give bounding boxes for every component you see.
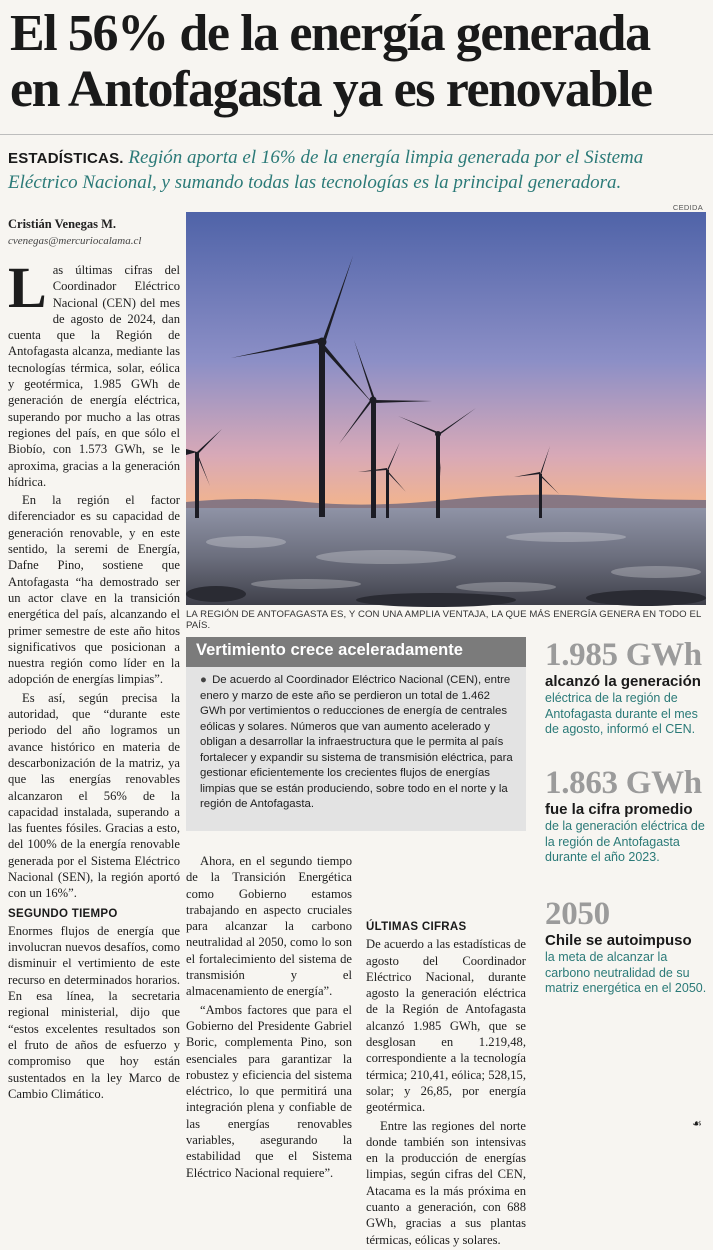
paragraph-8: Entre las regiones del norte donde también son intensivas en la producción de energías limpias, según cifras del CEN, Atacama es la más próxima en cuanto a generación, con 688 GWh, gracias a sus plantas térmicas, eólicas y solares. <box>366 1118 526 1247</box>
subhead-ultimas-cifras: ÚLTIMAS CIFRAS <box>366 921 467 933</box>
wind-farm-photo <box>186 212 706 605</box>
dropcap: L <box>8 255 47 320</box>
headline: El 56% de la energía generada en Antofagasta ya es renovable <box>10 5 652 118</box>
box-title: Vertimiento crece aceleradamente <box>186 637 526 667</box>
article-column-1 <box>8 255 180 1104</box>
box-body <box>186 667 526 813</box>
stat-label: fue la cifra promedio <box>545 801 693 818</box>
article-column-2 <box>186 853 352 1183</box>
box-text: De acuerdo al Coordinador Eléctrico Nacional (CEN), entre enero y marzo de este año se perdieron un total de 1.462 GWh por vertimientos o reducciones de energía de centrales eólicas y solares. Números que van aumento acelerado y obligan a desarrollar la infraestructura que le permita al país fortalecer y expandir su sistema de transmisión eléctrica, para gestionar eficientemente los crecientes flujos de energías limpias que se están produciendo, sobre todo en el norte y la región de Antofagasta. <box>200 674 513 810</box>
stat-3 <box>545 896 710 997</box>
stat-2 <box>545 765 710 866</box>
paragraph-1: Las últimas cifras del Coordinador Eléctrico Nacional (CEN) del mes de agosto de 2024, dan cuenta que la Región de Antofagasta alcanza, mediante las tecnologías térmica, solar, eólica y geotérmica, 1.985 GWh de generación de energía eléctrica, superando por mucho a las otras regiones del país, en que sólo el Biobío, con 1.573 GWh, se le aproxima, gracias a la generación hídrica. <box>8 255 180 489</box>
sidebar-box <box>186 637 526 831</box>
stat-number: 1.985 GWh <box>545 637 702 673</box>
byline-author: Cristián Venegas M. <box>8 217 116 231</box>
stat-number: 1.863 GWh <box>545 765 702 801</box>
paragraph-7: De acuerdo a las estadísticas de agosto del Coordinador Eléctrico Nacional, durante agosto la generación eléctrica de la Región de Antofagasta alcanzó 1.985 GWh, que se desglosan en 1.219,48, correspondiente a la tecnología térmica; 210,41, eólica; 528,15, solar; y 26,85, por energía geotérmica. <box>366 937 526 1115</box>
stat-1 <box>545 637 710 738</box>
divider <box>0 134 713 135</box>
paragraph-3: Es así, según precisa la autoridad, que “durante este periodo del año logramos un avance histórico en materia de descarbonización de la matriz, ya que las energías renovables alcanzaron el 56% de la capacidad instalada, superando a las fuentes fósiles. Gracias a esto, del 100% de la energía renovable generada por el Sistema Eléctrico Nacional (SEN), la región aportó con un 16%”. <box>8 690 180 901</box>
paragraph-4: Enormes flujos de energía que involucran nuevos desafíos, como disminuir el vertimiento de este recurso en determinados horarios. En esa línea, la secretaria regional ministerial, dijo que “estos excelentes resultados son el fruto de años de esfuerzo y compromiso que hoy están sustentados en la ley Marco de Cambio Climático. <box>8 923 180 1101</box>
stat-number: 2050 <box>545 896 610 932</box>
byline-email[interactable]: cvenegas@mercuriocalama.cl <box>8 235 142 247</box>
stat-description: eléctrica de la región de Antofagasta durante el mes de agosto, informó el CEN. <box>545 691 698 736</box>
stat-description: de la generación eléctrica de la región de Antofagasta durante el año 2023. <box>545 819 705 864</box>
photo-credit: CEDIDA <box>672 203 703 212</box>
dek-kicker: ESTADÍSTICAS. <box>8 150 124 167</box>
dek-text: Región aporta el 16% de la energía limpia generada por el Sistema Eléctrico Nacional, y sumando todas las tecnologías es la principal generadora. <box>8 147 644 193</box>
article-column-3 <box>366 853 526 1250</box>
photo-caption: LA REGIÓN DE ANTOFAGASTA ES, Y CON UNA AMPLIA VENTAJA, LA QUE MÁS ENERGÍA GENERA EN TODO EL PAÍS. <box>186 609 702 631</box>
end-mark-icon: ☙ <box>692 1117 702 1130</box>
stat-description: la meta de alcanzar la carbono neutralidad de su matriz energética en el 2050. <box>545 950 707 995</box>
stat-label: Chile se autoimpuso <box>545 932 692 949</box>
subhead-segundo-tiempo: SEGUNDO TIEMPO <box>8 907 118 920</box>
paragraph-2: En la región el factor diferenciador es su capacidad de generación renovable, y en este sentido, la seremi de Energía, Dafne Pino, sostiene que Antofagasta “ha demostrado ser un actor clave en la transición energética del país, alcanzando el primer semestre de este año hitos significativos que posicionan a nuestra región como líder en la adopción de energías limpias”. <box>8 493 180 687</box>
bullet-icon: ● <box>200 674 207 686</box>
paragraph-6: “Ambos factores que para el Gobierno del Presidente Gabriel Boric, complementa Pino, son esenciales para garantizar la robustez y eficiencia del sistema eléctrico, lo que permitirá una integración plena y confiable de las energías renovables variables, asegurando la estabilidad que el Sistema Eléctrico Nacional requiere”. <box>186 1002 352 1180</box>
stat-label: alcanzó la generación <box>545 673 701 690</box>
paragraph-5: Ahora, en el segundo tiempo de la Transición Energética como Gobierno estamos trabajando en aspecto cruciales para alcanzar la carbono neutralidad al 2050, como lo son el fortalecimiento del sistema de transmisión y el almacenamiento de energía”. <box>186 854 352 999</box>
dek <box>8 146 708 195</box>
wind-turbines-image <box>186 212 706 605</box>
